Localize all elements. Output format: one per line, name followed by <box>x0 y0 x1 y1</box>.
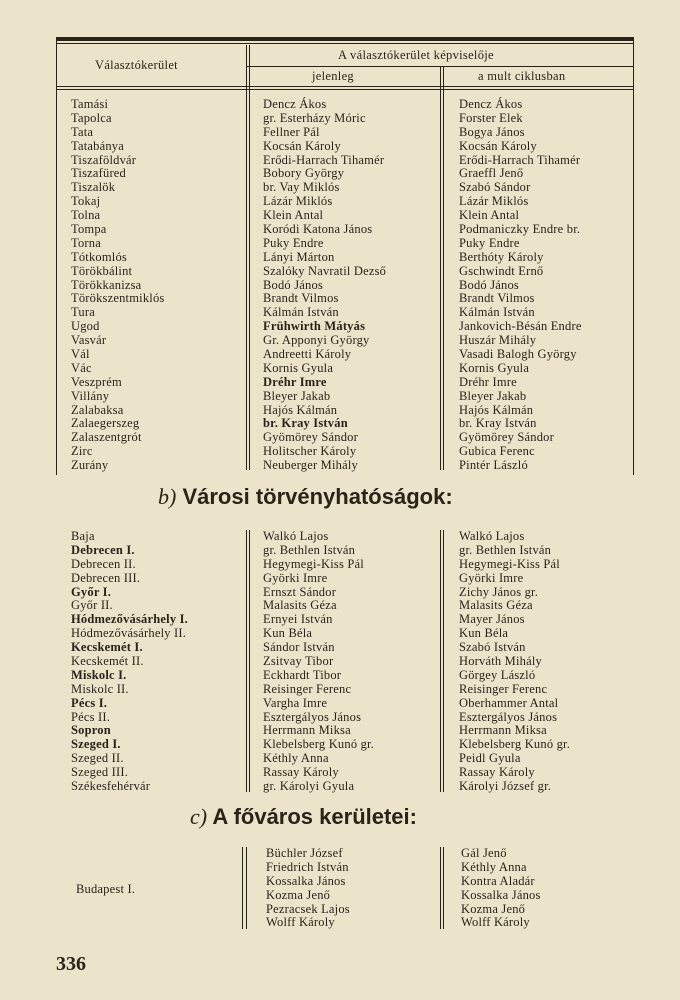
current-representative-row: Kéthly Anna <box>263 751 329 766</box>
current-representative-row: Klein Antal <box>263 208 324 223</box>
district-row: Szeged III. <box>71 765 129 780</box>
district-row: Debrecen I. <box>71 542 135 557</box>
previous-representative-row: Kossalka János <box>461 887 541 902</box>
right-border <box>633 37 634 475</box>
current-representative-row: Ernszt Sándor <box>263 584 337 599</box>
current-representative-row: Pezracsek Lajos <box>266 901 350 916</box>
column-divider-c2 <box>440 847 441 929</box>
previous-representative-row: Klebelsberg Kunó gr. <box>459 737 571 752</box>
district-row: Zurány <box>71 458 109 473</box>
district-row: Kecskemét II. <box>71 654 144 669</box>
current-representative-row: Györki Imre <box>263 570 328 585</box>
current-representative-row: Hegymegi-Kiss Pál <box>263 556 364 571</box>
district-row: Sopron <box>71 723 111 738</box>
district-row: Tamási <box>71 97 109 111</box>
brace-line-left <box>242 847 243 929</box>
previous-representative-row: Dréhr Imre <box>459 374 517 389</box>
previous-representative-row: Kontra Aladár <box>461 873 535 888</box>
column-divider-a2 <box>440 67 441 470</box>
previous-representative-row: Berthóty Károly <box>459 249 544 264</box>
district-row: Tura <box>71 305 95 320</box>
part-b-current <box>263 530 374 794</box>
column-divider-b2 <box>440 530 441 792</box>
previous-representative-row: Szabó Sándor <box>459 180 531 195</box>
previous-representative-row: br. Kray István <box>459 416 537 431</box>
current-representative-row: Malasits Géza <box>263 598 337 613</box>
column-divider-c2b <box>443 847 444 929</box>
district-row: Debrecen II. <box>71 556 136 571</box>
previous-representative-row: Hegymegi-Kiss Pál <box>459 556 560 571</box>
district-row: Baja <box>71 529 95 543</box>
current-representative-row: Kossalka János <box>266 873 346 888</box>
part-c-current <box>266 847 350 930</box>
current-representative-row: Hajós Kálmán <box>263 402 338 417</box>
district-row: Tata <box>71 124 94 139</box>
current-representative-row: Kálmán István <box>263 305 339 320</box>
previous-representative-row: Rassay Károly <box>459 765 535 780</box>
previous-representative-row: Malasits Géza <box>459 598 533 613</box>
district-row: Ugod <box>71 319 100 334</box>
district-row: Tiszalök <box>71 180 116 195</box>
current-representative-row: Bleyer Jakab <box>263 388 331 403</box>
previous-representative-row: Peidl Gyula <box>459 751 521 766</box>
section-c-letter: c) <box>190 804 208 829</box>
previous-representative-row: Horváth Mihály <box>459 654 542 669</box>
current-representative-row: Gyömörey Sándor <box>263 430 358 445</box>
current-representative-row: Dréhr Imre <box>263 374 327 389</box>
district-row: Pécs II. <box>71 709 111 724</box>
current-representative-row: Esztergályos János <box>263 709 362 724</box>
current-representative-row: Herrmann Miksa <box>263 723 351 738</box>
previous-representative-row: Károlyi József gr. <box>459 779 552 794</box>
current-representative-row: Andreetti Károly <box>263 347 352 362</box>
previous-representative-row: Györki Imre <box>459 570 524 585</box>
current-representative-row: Rassay Károly <box>263 765 339 780</box>
part-b-districts <box>71 530 188 794</box>
district-row: Tokaj <box>71 194 101 209</box>
current-representative-row: Brandt Vilmos <box>263 291 339 306</box>
district-row: Zirc <box>71 444 93 459</box>
current-representative-row: br. Vay Miklós <box>263 180 340 195</box>
previous-representative-row: Kun Béla <box>459 626 509 641</box>
current-representative-row: Neuberger Mihály <box>263 458 358 473</box>
part-b-previous <box>459 530 570 794</box>
current-representative-row: gr. Bethlen István <box>263 542 356 557</box>
district-row: Törökkanizsa <box>71 277 142 292</box>
previous-representative-row: Oberhammer Antal <box>459 695 559 710</box>
current-representative-row: Sándor István <box>263 640 335 655</box>
district-row: Szeged II. <box>71 751 124 766</box>
district-row: Törökbálint <box>71 263 133 278</box>
district-row: Szeged I. <box>71 737 121 752</box>
district-row: Győr I. <box>71 584 112 599</box>
district-row: Törökszentmiklós <box>71 291 165 306</box>
current-representative-row: Lányi Márton <box>263 249 335 264</box>
previous-representative-row: Jankovich-Bésán Endre <box>459 319 582 334</box>
column-divider-b1 <box>246 530 247 792</box>
district-row: Tompa <box>71 222 107 237</box>
current-representative-row: Dencz Ákos <box>263 97 327 111</box>
current-representative-row: Gr. Apponyi György <box>263 333 370 348</box>
district-row: Székesfehérvár <box>71 779 151 794</box>
part-c-district: Budapest I. <box>76 882 136 896</box>
section-b-letter: b) <box>158 484 177 509</box>
current-column-header: jelenleg <box>312 69 354 83</box>
representative-column-header: A választókerület képviselője <box>338 48 494 62</box>
district-row: Torna <box>71 235 101 250</box>
part-c-previous <box>461 847 541 930</box>
district-row: Tapolca <box>71 110 112 125</box>
district-row: Hódmezővásárhely II. <box>71 626 187 641</box>
top-thin-rule <box>56 43 634 44</box>
previous-representative-row: Görgey László <box>459 667 536 682</box>
current-representative-row: Klebelsberg Kunó gr. <box>263 737 375 752</box>
current-representative-row: Lázár Miklós <box>263 194 333 209</box>
top-thick-rule <box>56 37 634 41</box>
current-representative-row: Büchler József <box>266 846 343 860</box>
previous-representative-row: Lázár Miklós <box>459 194 529 209</box>
district-row: Zalabaksa <box>71 402 124 417</box>
current-representative-row: Kocsán Károly <box>263 138 341 153</box>
current-representative-row: Reisinger Ferenc <box>263 681 352 696</box>
previous-representative-row: Herrmann Miksa <box>459 723 547 738</box>
district-row: Hódmezővásárhely I. <box>71 612 188 627</box>
current-representative-row: Holitscher Károly <box>263 444 357 459</box>
previous-representative-row: Walkó Lajos <box>459 529 525 543</box>
previous-representative-row: Vasadi Balogh György <box>459 347 577 362</box>
current-representative-row: Wolff Károly <box>266 915 335 930</box>
district-row: Pécs I. <box>71 695 108 710</box>
current-representative-row: Szalóky Navratil Dezső <box>263 263 387 278</box>
previous-representative-row: Forster Elek <box>459 110 523 125</box>
current-representative-row: br. Kray István <box>263 416 348 431</box>
district-row: Vasvár <box>71 333 107 348</box>
previous-representative-row: gr. Bethlen István <box>459 542 552 557</box>
current-representative-row: Zsitvay Tibor <box>263 654 334 669</box>
previous-representative-row: Szabó István <box>459 640 526 655</box>
previous-representative-row: Mayer János <box>459 612 525 627</box>
district-row: Zalaegerszeg <box>71 416 140 431</box>
previous-representative-row: Pintér László <box>459 458 528 473</box>
district-row: Tiszaföldvár <box>71 152 137 167</box>
current-representative-row: Eckhardt Tibor <box>263 667 342 682</box>
previous-representative-row: Gubica Ferenc <box>459 444 535 459</box>
district-row: Zalaszentgrót <box>71 430 142 445</box>
district-row: Tatabánya <box>71 138 124 153</box>
district-column-header: Választókerület <box>95 58 178 72</box>
previous-representative-row: Hajós Kálmán <box>459 402 534 417</box>
current-representative-row: Erődi-Harrach Tihamér <box>263 152 385 167</box>
previous-representative-row: Wolff Károly <box>461 915 530 930</box>
district-row: Villány <box>71 388 110 403</box>
current-representative-row: Fellner Pál <box>263 124 320 139</box>
previous-representative-row: Bogya János <box>459 124 525 139</box>
previous-representative-row: Zichy János gr. <box>459 584 539 599</box>
section-c-title: A főváros kerületei: <box>212 804 417 829</box>
section-c-heading <box>190 804 417 830</box>
district-row: Miskolc I. <box>71 667 127 682</box>
district-row: Tótkomlós <box>71 249 127 264</box>
previous-representative-row: Huszár Mihály <box>459 333 537 348</box>
previous-representative-row: Esztergályos János <box>459 709 558 724</box>
district-row: Miskolc II. <box>71 681 129 696</box>
current-representative-row: Walkó Lajos <box>263 529 329 543</box>
previous-representative-row: Kálmán István <box>459 305 535 320</box>
column-divider-a1b <box>249 45 250 470</box>
current-representative-row: Kun Béla <box>263 626 313 641</box>
previous-representative-row: Gschwindt Ernő <box>459 263 544 278</box>
previous-representative-row: Bodó János <box>459 277 519 292</box>
current-representative-row: Friedrich István <box>266 859 349 874</box>
current-representative-row: Puky Endre <box>263 235 324 250</box>
district-row: Kecskemét I. <box>71 640 143 655</box>
previous-representative-row: Bleyer Jakab <box>459 388 527 403</box>
current-representative-row: Kozma Jenő <box>266 887 331 902</box>
previous-representative-row: Klein Antal <box>459 208 520 223</box>
previous-representative-row: Kozma Jenő <box>461 901 526 916</box>
part-a-districts <box>71 98 164 473</box>
previous-representative-row: Graeffl Jenő <box>459 166 524 181</box>
page-number: 336 <box>56 953 86 975</box>
previous-representative-row: Kéthly Anna <box>461 859 527 874</box>
previous-representative-row: Gál Jenő <box>461 846 507 860</box>
previous-representative-row: Kocsán Károly <box>459 138 537 153</box>
previous-representative-row: Erődi-Harrach Tihamér <box>459 152 581 167</box>
header-bottom-rule-2 <box>56 89 634 90</box>
previous-column-header: a mult ciklusban <box>478 69 566 83</box>
brace-line-left-2 <box>246 847 247 929</box>
district-row: Tolna <box>71 208 101 223</box>
left-border <box>56 37 57 475</box>
current-representative-row: Bobory György <box>263 166 345 181</box>
previous-representative-row: Reisinger Ferenc <box>459 681 548 696</box>
district-row: Vál <box>71 347 90 362</box>
current-representative-row: gr. Károlyi Gyula <box>263 779 355 794</box>
current-representative-row: Bodó János <box>263 277 323 292</box>
column-divider-b1b <box>249 530 250 792</box>
district-row: Debrecen III. <box>71 570 141 585</box>
part-a-previous <box>459 98 582 473</box>
current-representative-row: gr. Esterházy Móric <box>263 110 366 125</box>
header-bottom-rule <box>56 86 634 87</box>
previous-representative-row: Dencz Ákos <box>459 97 523 111</box>
section-b-title: Városi törvényhatóságok: <box>182 484 453 509</box>
current-representative-row: Ernyei István <box>263 612 333 627</box>
part-a-current <box>263 98 386 473</box>
district-row: Veszprém <box>71 374 122 389</box>
column-divider-a1 <box>246 45 247 470</box>
current-representative-row: Kornis Gyula <box>263 360 334 375</box>
previous-representative-row: Gyömörey Sándor <box>459 430 554 445</box>
previous-representative-row: Kornis Gyula <box>459 360 530 375</box>
district-row: Győr II. <box>71 598 113 613</box>
previous-representative-row: Podmaniczky Endre br. <box>459 222 581 237</box>
column-divider-a2b <box>443 67 444 470</box>
district-row: Tiszafüred <box>71 166 127 181</box>
current-representative-row: Vargha Imre <box>263 695 328 710</box>
column-divider-b2b <box>443 530 444 792</box>
district-row: Vác <box>71 360 92 375</box>
current-representative-row: Koródi Katona János <box>263 222 373 237</box>
current-representative-row: Frühwirth Mátyás <box>263 319 366 334</box>
section-b-heading <box>158 484 453 510</box>
previous-representative-row: Brandt Vilmos <box>459 291 535 306</box>
previous-representative-row: Puky Endre <box>459 235 520 250</box>
